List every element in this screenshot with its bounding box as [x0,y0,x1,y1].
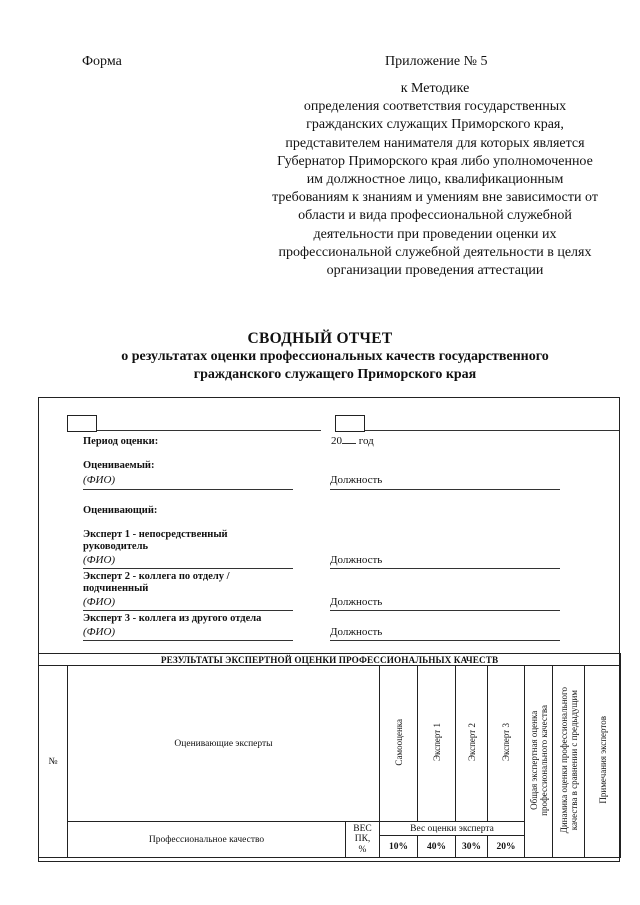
results-title: РЕЗУЛЬТАТЫ ЭКСПЕРТНОЙ ОЦЕНКИ ПРОФЕССИОНАЛЬНЫХ КАЧЕСТВ [39,654,621,666]
expert1-fio: (ФИО) [83,554,116,566]
period-checkbox[interactable] [67,415,97,432]
appendix-line: Губернатор Приморского края либо уполномоченное [277,153,593,169]
appendix-line: области и вида профессиональной служебной [298,208,572,224]
expert3-label: Эксперт 3 - коллега из другого отдела [83,613,262,624]
appendix-line: к Методике [400,81,470,96]
appendix-line: представителем нанимателя для которых является [285,135,585,151]
evaluated-position: Должность [330,474,383,486]
col-weight-line: ПК, [354,834,371,845]
report-title: СВОДНЫЙ ОТЧЕТ [247,330,393,347]
expert1-fio-line[interactable] [83,568,293,569]
appendix-line: организации проведения аттестации [326,263,544,279]
col-expert2-label: Эксперт 2 [466,723,477,761]
form-label: Форма [82,54,122,69]
year-prefix: 20 [331,435,342,447]
report-subtitle [90,348,580,383]
col-number-header: № [39,666,68,858]
expert1-label [83,529,228,552]
col-experts-header: Оценивающие эксперты [68,666,380,822]
evaluated-label: Оцениваемый: [83,460,155,471]
appendix-description [250,80,620,280]
year-field[interactable] [331,435,374,447]
evaluators-label: Оценивающий: [83,505,158,516]
appendix-line: профессиональной служебной деятельности в целях [278,244,592,260]
expert3-fio-line[interactable] [83,640,293,641]
expert2-label [83,571,230,594]
appendix-line: требованиям к знаниям и умениям вне зависимости от [272,190,598,206]
appendix-line: деятельности при проведении оценки их [313,226,557,242]
col-notes-header [585,666,621,858]
expert1-label-line: Эксперт 1 - непосредственный [83,529,228,540]
col-expert3-label: Эксперт 3 [501,723,511,761]
col-dynamics-line: качества в сравнении с предыдущим [568,689,579,831]
expert1-position-line[interactable] [330,568,560,569]
evaluated-fio: (ФИО) [83,474,116,486]
evaluated-position-line[interactable] [330,489,560,490]
year-suffix: год [358,435,374,447]
top-rule-left [97,430,321,431]
expert3-position: Должность [330,626,383,638]
expert2-fio: (ФИО) [83,596,116,608]
appendix-line: определения соответствия государственных [303,99,567,115]
col-total-header [525,666,553,858]
pct-expert1: 40% [418,836,456,858]
expert2-position: Должность [330,596,383,608]
report-subtitle-line: гражданского служащего Приморского края [193,366,477,382]
expert-weight-header: Вес оценки эксперта [380,822,525,836]
col-total-line: Общая экспертная оценка [528,710,539,810]
col-expert3-header [488,666,525,822]
expert2-fio-line[interactable] [83,610,293,611]
col-total-line: профессионального качества [538,704,549,816]
col-self-label: Самооценка [393,718,404,766]
col-expert1-header [418,666,456,822]
appendix-line: гражданских служащих Приморского края, [306,117,564,133]
expert2-position-line[interactable] [330,610,560,611]
appendix-title: Приложение № 5 [385,54,488,69]
expert3-position-line[interactable] [330,640,560,641]
col-weight-line: % [358,844,367,855]
col-expert2-header [456,666,488,822]
year-checkbox[interactable] [335,415,365,432]
expert1-label-line: руководитель [83,540,149,552]
results-table [38,653,621,858]
pct-expert3: 20% [488,836,525,858]
expert2-label-line: подчиненный [83,582,149,594]
period-label: Период оценки: [83,436,159,447]
col-notes-label: Примечания экспертов [597,716,608,804]
col-dynamics-label [559,687,579,833]
col-expert1-label: Эксперт 1 [431,723,442,761]
expert3-fio: (ФИО) [83,626,116,638]
col-quality-header: Профессиональное качество [68,822,346,858]
col-weight-line: ВЕС [353,823,372,834]
pct-expert2: 30% [456,836,488,858]
expert2-label-line: Эксперт 2 - коллега по отделу / [83,571,230,582]
appendix-line: им должностное лицо, квалификационным [306,172,564,188]
pct-self: 10% [380,836,418,858]
col-weight-header [346,822,380,858]
evaluated-fio-line[interactable] [83,489,293,490]
col-total-label [529,705,549,816]
top-rule-right [365,430,619,431]
col-dynamics-header [553,666,585,858]
col-dynamics-line: Динамика оценки профессионального [558,686,569,834]
report-subtitle-line: о результатах оценки профессиональных качеств государственного [121,349,549,364]
col-self-header [380,666,418,822]
expert1-position: Должность [330,554,383,566]
